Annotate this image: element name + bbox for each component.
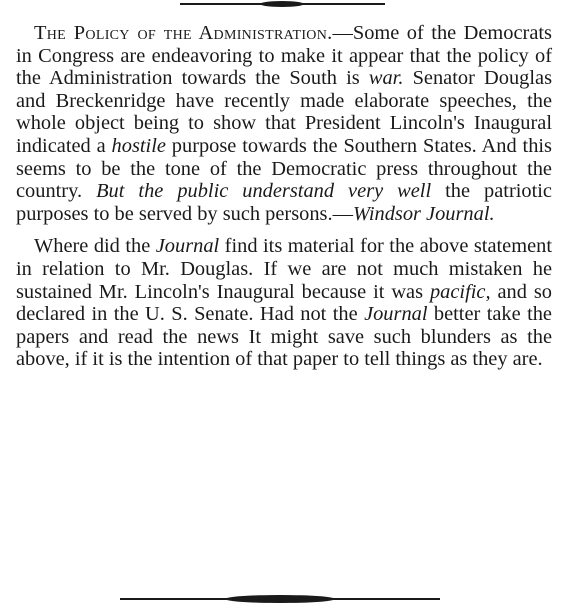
- text-run: and so declared in the U. S. Senate. Had not the: [16, 280, 552, 326]
- text-run: the patriotic purposes to be served by such persons.—: [16, 180, 552, 225]
- article-headline: The Policy of the Administration.: [34, 22, 333, 44]
- text-run: better take the papers and read the news It might save such blunders as the above, if it is the intention of that paper to tell things as they are.: [16, 303, 552, 371]
- news-article: [16, 22, 552, 371]
- italic-text: pacific,: [429, 280, 491, 303]
- bottom-ornamental-rule: [0, 592, 565, 606]
- text-run: —Some of the Democrats in Congress are endeavoring to make it appear that the policy of the Administration towards the South is: [16, 22, 552, 90]
- text-run: find its material for the above statement in relation to Mr. Douglas. If we are not much mistaken he sustained Mr. Lincoln's Inaugural because it was: [16, 235, 552, 303]
- source-attribution: Windsor Journal.: [352, 202, 495, 225]
- article-paragraph: [16, 22, 552, 225]
- article-paragraph: [16, 235, 552, 371]
- italic-text: hostile: [111, 134, 166, 157]
- italic-text: But the public understand very well: [96, 180, 432, 203]
- italic-text: Journal: [364, 303, 428, 326]
- top-ornamental-rule: [0, 0, 565, 14]
- text-run: Senator Douglas and Breckenridge have recently made elaborate speeches, the whole object being to show that President Lincoln's Inaugural indicated a: [16, 67, 552, 157]
- italic-text: war.: [368, 67, 404, 90]
- text-run: purpose towards the Southern States. And this seems to be the tone of the Democratic press throughout the country.: [16, 134, 552, 203]
- italic-text: Journal: [155, 235, 220, 258]
- text-run: Where did the: [34, 235, 156, 258]
